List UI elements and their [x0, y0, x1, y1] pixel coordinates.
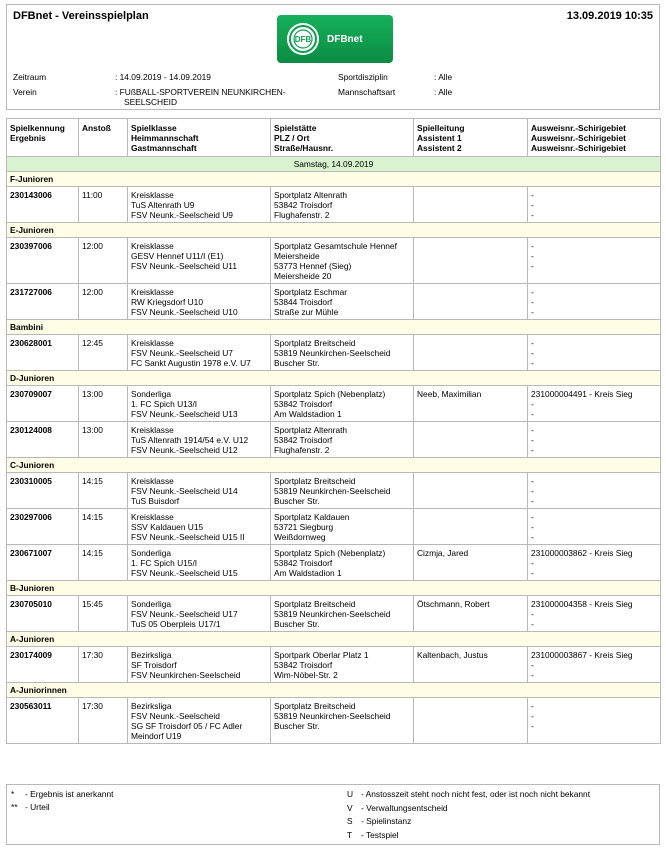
venue-line: Sportplatz Altenrath — [274, 190, 348, 200]
referee-id — [528, 473, 661, 509]
group-label: A-Juniorinnen — [7, 683, 661, 698]
venue-line: Sportplatz Spich (Nebenplatz) — [274, 548, 386, 558]
venue — [271, 596, 414, 632]
venue-line: Meiersheide 20 — [274, 271, 332, 281]
venue-line: Meiersheide — [274, 251, 320, 261]
venue-line: Buscher Str. — [274, 619, 320, 629]
league-teams — [128, 596, 271, 632]
league-team-line: FSV Neunk.-Seelscheid U9 — [131, 210, 233, 220]
group-row — [7, 632, 661, 647]
legend-item — [347, 830, 399, 840]
kickoff-time: 13:00 — [79, 422, 128, 458]
referee-id-line: - — [531, 476, 534, 486]
venue-line: 53819 Neunkirchen-Seelscheid — [274, 609, 391, 619]
league-team-line: Sonderliga — [131, 548, 172, 558]
legend-text: - Anstosszeit steht noch nicht fest, oder ist noch nicht bekannt — [361, 789, 591, 799]
referee-id-line: - — [531, 358, 534, 368]
group-row — [7, 683, 661, 698]
zeitraum-value: : 14.09.2019 - 14.09.2019 — [115, 72, 211, 82]
legend-text: - Testspiel — [361, 829, 399, 840]
league-team-line: 1. FC Spich U15/I — [131, 558, 198, 568]
column-header-line: Spielstätte — [274, 123, 317, 133]
report-header — [6, 4, 660, 110]
legend-symbol: S — [347, 816, 353, 826]
referee-id-line: 231000004491 - Kreis Sieg — [531, 389, 633, 399]
column-header-line: Ausweisnr.-Schirigebiet — [531, 133, 626, 143]
venue-line: 53819 Neunkirchen-Seelscheid — [274, 711, 391, 721]
venue-line: Weißdornweg — [274, 532, 326, 542]
venue-line: Wim-Nöbel-Str. 2 — [274, 670, 338, 680]
venue — [271, 473, 414, 509]
zeitraum-label: Zeitraum — [13, 72, 47, 82]
league-team-line: Kreisklasse — [131, 190, 174, 200]
legend-symbol: * — [11, 789, 15, 799]
league-team-line: Kreisklasse — [131, 476, 174, 486]
referee — [414, 596, 528, 632]
legend-text: - Spielinstanz — [361, 816, 412, 826]
venue-line: Am Waldstadion 1 — [274, 568, 342, 578]
league-team-line: Meindorf U19 — [131, 731, 182, 741]
legend — [6, 784, 660, 845]
meta-right — [338, 72, 638, 112]
league-teams — [128, 647, 271, 683]
group-label: Bambini — [7, 320, 661, 335]
legend-item — [347, 789, 590, 799]
legend-text: - Ergebnis ist anerkannt — [25, 789, 114, 799]
league-teams — [128, 284, 271, 320]
column-header-line: Straße/Hausnr. — [274, 143, 334, 153]
table-body — [7, 157, 661, 744]
match-id: 230124008 — [7, 422, 79, 458]
league-team-line: Kreisklasse — [131, 287, 174, 297]
referee-id — [528, 698, 661, 744]
referee — [414, 422, 528, 458]
referee — [414, 187, 528, 223]
league-teams — [128, 335, 271, 371]
league-team-line: 1. FC Spich U13/I — [131, 399, 198, 409]
referee-id-line: - — [531, 445, 534, 455]
league-team-line: Kreisklasse — [131, 338, 174, 348]
venue-line: 53842 Troisdorf — [274, 660, 333, 670]
group-row — [7, 581, 661, 596]
table-row — [7, 284, 661, 320]
column-header-line: Ausweisnr.-Schirigebiet — [531, 123, 626, 133]
match-id: 230705010 — [7, 596, 79, 632]
column-header-line: Spielkennung — [10, 123, 65, 133]
referee — [414, 509, 528, 545]
referee-id-line: - — [531, 338, 534, 348]
table-row — [7, 473, 661, 509]
column-header — [271, 119, 414, 157]
legend-item — [11, 802, 50, 812]
table-row — [7, 596, 661, 632]
referee-id-line: - — [531, 435, 534, 445]
verein-value-cont: SEELSCHEID — [124, 97, 178, 107]
venue — [271, 284, 414, 320]
venue-line: Sportplatz Breitscheid — [274, 476, 356, 486]
kickoff-time: 17:30 — [79, 698, 128, 744]
league-teams — [128, 386, 271, 422]
referee-id-line: - — [531, 241, 534, 251]
dfbnet-logo — [277, 15, 393, 63]
table-row — [7, 698, 661, 744]
venue-line: 53721 Siegburg — [274, 522, 334, 532]
venue-line: Sportplatz Breitscheid — [274, 599, 356, 609]
venue — [271, 698, 414, 744]
referee-id-line: 231000003862 - Kreis Sieg — [531, 548, 633, 558]
venue-line: Sportplatz Gesamtschule Hennef — [274, 241, 397, 251]
table-row — [7, 187, 661, 223]
league-teams — [128, 545, 271, 581]
group-row — [7, 172, 661, 187]
venue — [271, 187, 414, 223]
league-team-line: TuS Altenrath U9 — [131, 200, 195, 210]
league-teams — [128, 698, 271, 744]
legend-text: - Urteil — [25, 802, 50, 812]
legend-item — [347, 803, 448, 813]
referee-id-line: - — [531, 609, 534, 619]
column-header-line: Assistent 1 — [417, 133, 462, 143]
kickoff-time: 17:30 — [79, 647, 128, 683]
venue — [271, 545, 414, 581]
group-row — [7, 320, 661, 335]
column-header-line: Assistent 2 — [417, 143, 462, 153]
referee-id-line: - — [531, 619, 534, 629]
table-row — [7, 386, 661, 422]
column-header-line: PLZ / Ort — [274, 133, 310, 143]
referee-id-line: - — [531, 670, 534, 680]
league-team-line: FSV Neunkirchen-Seelscheid — [131, 670, 241, 680]
venue-line: 53842 Troisdorf — [274, 399, 333, 409]
league-team-line: TuS Buisdorf — [131, 496, 180, 506]
match-id: 230709007 — [7, 386, 79, 422]
venue-line: Sportplatz Breitscheid — [274, 338, 356, 348]
kickoff-time: 14:15 — [79, 473, 128, 509]
referee-id — [528, 238, 661, 284]
league-team-line: TuS 05 Oberpleis U17/1 — [131, 619, 221, 629]
league-team-line: Bezirksliga — [131, 650, 172, 660]
referee-id-line: 231000003867 - Kreis Sieg — [531, 650, 633, 660]
referee-id — [528, 386, 661, 422]
kickoff-time: 14:15 — [79, 545, 128, 581]
column-header — [414, 119, 528, 157]
referee-id-line: - — [531, 425, 534, 435]
referee — [414, 386, 528, 422]
referee-id-line: - — [531, 287, 534, 297]
league-team-line: FSV Neunk.-Seelscheid U11 — [131, 261, 237, 271]
page — [6, 4, 660, 744]
column-header — [7, 119, 79, 157]
svg-text:DFB: DFB — [294, 35, 312, 44]
referee-id-line: - — [531, 711, 534, 721]
referee-id-line: - — [531, 297, 534, 307]
referee — [414, 335, 528, 371]
venue-line: 53819 Neunkirchen-Seelscheid — [274, 486, 391, 496]
match-id: 230397006 — [7, 238, 79, 284]
column-header-line: Gastmannschaft — [131, 143, 197, 153]
match-id: 230143006 — [7, 187, 79, 223]
table-row — [7, 422, 661, 458]
referee-id — [528, 335, 661, 371]
venue-line: Sportplatz Kaldauen — [274, 512, 350, 522]
league-team-line: FSV Neunk.-Seelscheid U17 — [131, 609, 238, 619]
league-team-line: FSV Neunk.-Seelscheid U15 II — [131, 532, 245, 542]
referee-line: Kaltenbach, Justus — [417, 650, 488, 660]
venue — [271, 647, 414, 683]
referee — [414, 698, 528, 744]
match-id: 230174009 — [7, 647, 79, 683]
venue-line: Sportpark Oberlar Platz 1 — [274, 650, 369, 660]
kickoff-time: 14:15 — [79, 509, 128, 545]
kickoff-time: 12:00 — [79, 284, 128, 320]
column-header — [128, 119, 271, 157]
column-header — [79, 119, 128, 157]
league-team-line: FSV Neunk.-Seelscheid U10 — [131, 307, 238, 317]
referee-line: Cizmja, Jared — [417, 548, 469, 558]
column-header-line: Heimmannschaft — [131, 133, 199, 143]
league-team-line: Bezirksliga — [131, 701, 172, 711]
dfb-eagle-icon — [285, 21, 321, 57]
legend-symbol: U — [347, 789, 354, 799]
referee-id-line: - — [531, 251, 534, 261]
league-team-line: Kreisklasse — [131, 425, 174, 435]
venue — [271, 335, 414, 371]
table-row — [7, 545, 661, 581]
sportdisziplin-label: Sportdisziplin — [338, 72, 388, 82]
kickoff-time: 15:45 — [79, 596, 128, 632]
group-label: F-Junioren — [7, 172, 661, 187]
league-team-line: Kreisklasse — [131, 512, 174, 522]
venue-line: Buscher Str. — [274, 496, 320, 506]
referee-id-line: - — [531, 532, 534, 542]
mannschaftsart-value: : Alle — [434, 87, 453, 97]
league-team-line: SF Troisdorf — [131, 660, 177, 670]
referee-id — [528, 187, 661, 223]
match-id: 231727006 — [7, 284, 79, 320]
match-id: 230671007 — [7, 545, 79, 581]
league-team-line: FSV Neunk.-Seelscheid U14 — [131, 486, 238, 496]
referee-id-line: - — [531, 721, 534, 731]
mannschaftsart-label: Mannschaftsart — [338, 87, 396, 97]
group-label: C-Junioren — [7, 458, 661, 473]
venue — [271, 386, 414, 422]
venue-line: Flughafenstr. 2 — [274, 210, 330, 220]
referee-id-line: 231000004358 - Kreis Sieg — [531, 599, 633, 609]
venue-line: 53844 Troisdorf — [274, 297, 333, 307]
kickoff-time: 11:00 — [79, 187, 128, 223]
league-team-line: FSV Neunk.-Seelscheid U12 — [131, 445, 238, 455]
column-header-line: Spielleitung — [417, 123, 465, 133]
column-header-line: Ergebnis — [10, 133, 46, 143]
group-label: E-Junioren — [7, 223, 661, 238]
league-team-line: TuS Altenrath 1914/54 e.V. U12 — [131, 435, 249, 445]
column-header-line: Anstoß — [82, 123, 111, 133]
venue — [271, 238, 414, 284]
venue-line: Sportplatz Spich (Nebenplatz) — [274, 389, 386, 399]
league-team-line: FC Sankt Augustin 1978 e.V. U7 — [131, 358, 251, 368]
legend-item — [347, 816, 411, 826]
venue-line: Am Waldstadion 1 — [274, 409, 342, 419]
league-team-line: FSV Neunk.-Seelscheid — [131, 711, 220, 721]
venue-line: 53819 Neunkirchen-Seelscheid — [274, 348, 391, 358]
referee-id-line: - — [531, 200, 534, 210]
referee-id — [528, 422, 661, 458]
referee-id-line: - — [531, 210, 534, 220]
venue-line: 53842 Troisdorf — [274, 200, 333, 210]
league-team-line: Sonderliga — [131, 599, 172, 609]
venue-line: 53773 Hennef (Sieg) — [274, 261, 352, 271]
league-teams — [128, 509, 271, 545]
referee-id-line: - — [531, 568, 534, 578]
group-label: B-Junioren — [7, 581, 661, 596]
match-id: 230310005 — [7, 473, 79, 509]
legend-text: - Verwaltungsentscheid — [361, 802, 448, 813]
table-row — [7, 647, 661, 683]
referee-id — [528, 545, 661, 581]
venue-line: Sportplatz Breitscheid — [274, 701, 356, 711]
table-row — [7, 238, 661, 284]
referee-id-line: - — [531, 512, 534, 522]
table-header-row — [7, 119, 661, 157]
referee-id-line: - — [531, 190, 534, 200]
referee — [414, 473, 528, 509]
legend-symbol: V — [347, 802, 353, 813]
match-id: 230297006 — [7, 509, 79, 545]
league-teams — [128, 422, 271, 458]
referee-id-line: - — [531, 348, 534, 358]
match-id: 230628001 — [7, 335, 79, 371]
schedule-table — [6, 118, 661, 744]
referee-id-line: - — [531, 701, 534, 711]
meta-left — [13, 72, 333, 112]
league-team-line: FSV Neunk.-Seelscheid U13 — [131, 409, 238, 419]
referee-id-line: - — [531, 399, 534, 409]
venue-line: Straße zur Mühle — [274, 307, 339, 317]
referee-id — [528, 509, 661, 545]
league-team-line: Kreisklasse — [131, 241, 174, 251]
legend-symbol: ** — [11, 802, 18, 812]
match-id: 230563011 — [7, 698, 79, 744]
league-team-line: GESV Hennef U11/I (E1) — [131, 251, 224, 261]
league-team-line: SSV Kaldauen U15 — [131, 522, 204, 532]
logo-text: DFBnet — [327, 33, 363, 45]
column-header-line: Spielklasse — [131, 123, 177, 133]
verein-label: Verein — [13, 87, 37, 97]
referee — [414, 647, 528, 683]
referee-id-line: - — [531, 261, 534, 271]
referee-id-line: - — [531, 496, 534, 506]
report-title: DFBnet - Vereinsspielplan — [13, 10, 149, 22]
report-date: 13.09.2019 10:35 — [566, 10, 653, 22]
venue-line: Sportplatz Altenrath — [274, 425, 348, 435]
referee — [414, 545, 528, 581]
referee-id — [528, 284, 661, 320]
referee-id-line: - — [531, 522, 534, 532]
table-row — [7, 335, 661, 371]
referee-id — [528, 647, 661, 683]
day-row — [7, 157, 661, 172]
day-label: Samstag, 14.09.2019 — [7, 157, 661, 172]
group-label: D-Junioren — [7, 371, 661, 386]
group-row — [7, 371, 661, 386]
legend-item — [11, 789, 113, 799]
table-row — [7, 509, 661, 545]
column-header-line: Ausweisnr.-Schirigebiet — [531, 143, 626, 153]
venue-line: Buscher Str. — [274, 358, 320, 368]
group-row — [7, 458, 661, 473]
referee-line: Neeb, Maximilian — [417, 389, 482, 399]
league-team-line: RW Kriegsdorf U10 — [131, 297, 203, 307]
league-team-line: FSV Neunk.-Seelscheid U7 — [131, 348, 233, 358]
league-teams — [128, 238, 271, 284]
league-team-line: FSV Neunk.-Seelscheid U15 — [131, 568, 238, 578]
sportdisziplin-value: : Alle — [434, 72, 453, 82]
referee — [414, 238, 528, 284]
column-header — [528, 119, 661, 157]
league-teams — [128, 187, 271, 223]
referee-id-line: - — [531, 486, 534, 496]
referee-id-line: - — [531, 660, 534, 670]
venue-line: 53842 Troisdorf — [274, 558, 333, 568]
venue — [271, 422, 414, 458]
referee-id — [528, 596, 661, 632]
venue-line: Sportplatz Eschmar — [274, 287, 348, 297]
legend-symbol: T — [347, 829, 353, 840]
referee-line: Ötschmann, Robert — [417, 599, 490, 609]
venue — [271, 509, 414, 545]
referee-id-line: - — [531, 558, 534, 568]
league-team-line: Sonderliga — [131, 389, 172, 399]
kickoff-time: 13:00 — [79, 386, 128, 422]
venue-line: Buscher Str. — [274, 721, 320, 731]
verein-value: : FUßBALL-SPORTVEREIN NEUNKIRCHEN- — [115, 87, 286, 97]
venue-line: 53842 Troisdorf — [274, 435, 333, 445]
venue-line: Flughafenstr. 2 — [274, 445, 330, 455]
kickoff-time: 12:45 — [79, 335, 128, 371]
referee-id-line: - — [531, 307, 534, 317]
kickoff-time: 12:00 — [79, 238, 128, 284]
league-teams — [128, 473, 271, 509]
group-label: A-Junioren — [7, 632, 661, 647]
group-row — [7, 223, 661, 238]
referee — [414, 284, 528, 320]
referee-id-line: - — [531, 409, 534, 419]
league-team-line: SG SF Troisdorf 05 / FC Adler — [131, 721, 243, 731]
